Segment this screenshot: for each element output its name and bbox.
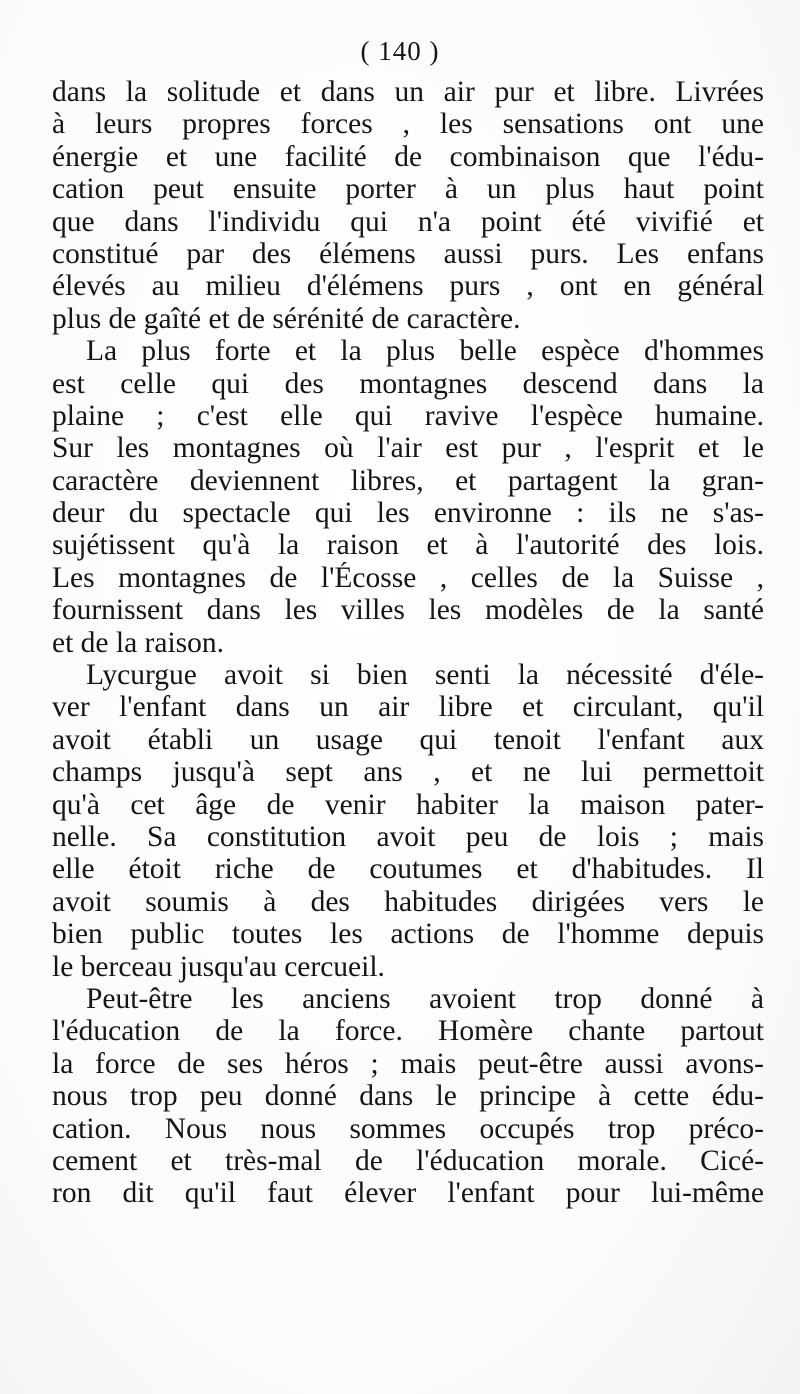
text-line: et de la raison. — [52, 626, 225, 659]
text-line: que dans l'individu qui n'a point été vivifié et — [52, 205, 764, 238]
body-text — [52, 76, 764, 1210]
paragraph — [52, 659, 764, 983]
text-line: avoit établi un usage qui tenoit l'enfant aux — [52, 723, 764, 756]
text-line: qu'à cet âge de venir habiter la maison pater- — [52, 788, 764, 821]
text-line: le berceau jusqu'au cercueil. — [52, 950, 385, 983]
text-line: cation. Nous nous sommes occupés trop préco- — [52, 1112, 764, 1145]
text-line: caractère deviennent libres, et partagent la gran- — [52, 464, 764, 497]
text-line: nelle. Sa constitution avoit peu de lois ; mais — [52, 820, 764, 853]
text-line: fournissent dans les villes les modèles de la santé — [52, 594, 764, 627]
text-line: cation peut ensuite porter à un plus haut point — [52, 173, 764, 206]
text-line: plaine ; c'est elle qui ravive l'espèce humaine. — [52, 399, 764, 432]
text-line: La plus forte et la plus belle espèce d'hommes — [86, 335, 764, 368]
text-line: énergie et une facilité de combinaison que l'édu- — [52, 140, 764, 173]
text-line: à leurs propres forces , les sensations ont une — [52, 108, 764, 141]
text-line: dans la solitude et dans un air pur et libre. Livrées — [52, 76, 764, 108]
text-line: élevés au milieu d'élémens purs , ont en général — [52, 270, 764, 303]
text-line: sujétissent qu'à la raison et à l'autorité des lois. — [52, 529, 764, 562]
text-line: ver l'enfant dans un air libre et circulant, qu'il — [52, 691, 764, 724]
text-line: nous trop peu donné dans le principe à cette édu- — [52, 1080, 764, 1113]
text-line: deur du spectacle qui les environne : ils ne s'as- — [52, 497, 764, 530]
text-line: Les montagnes de l'Écosse , celles de la Suisse , — [52, 561, 764, 594]
text-line: Sur les montagnes où l'air est pur , l'esprit et le — [52, 432, 764, 465]
text-line: constitué par des élémens aussi purs. Les enfans — [52, 237, 764, 270]
text-line: Peut-être les anciens avoient trop donné à — [86, 982, 764, 1015]
text-line: bien public toutes les actions de l'homme depuis — [52, 918, 764, 951]
text-line: champs jusqu'à sept ans , et ne lui permettoit — [52, 756, 764, 789]
text-line: elle étoit riche de coutumes et d'habitudes. Il — [52, 853, 764, 886]
page-number: ( 140 ) — [360, 36, 440, 66]
paragraph — [52, 335, 764, 659]
paragraph — [52, 983, 764, 1210]
text-line: Lycurgue avoit si bien senti la nécessité d'éle- — [86, 659, 764, 692]
text-line: avoit soumis à des habitudes dirigées vers le — [52, 885, 764, 918]
text-line: est celle qui des montagnes descend dans la — [52, 367, 764, 400]
text-line: cement et très-mal de l'éducation morale. Cicé- — [52, 1144, 764, 1177]
text-line: plus de gaîté et de sérénité de caractère. — [52, 302, 521, 335]
text-line: ron dit qu'il faut élever l'enfant pour lui-même — [52, 1177, 764, 1210]
text-line: l'éducation de la force. Homère chante partout — [52, 1015, 764, 1048]
text-line: la force de ses héros ; mais peut-être aussi avons- — [52, 1047, 764, 1080]
paragraph — [52, 76, 764, 335]
